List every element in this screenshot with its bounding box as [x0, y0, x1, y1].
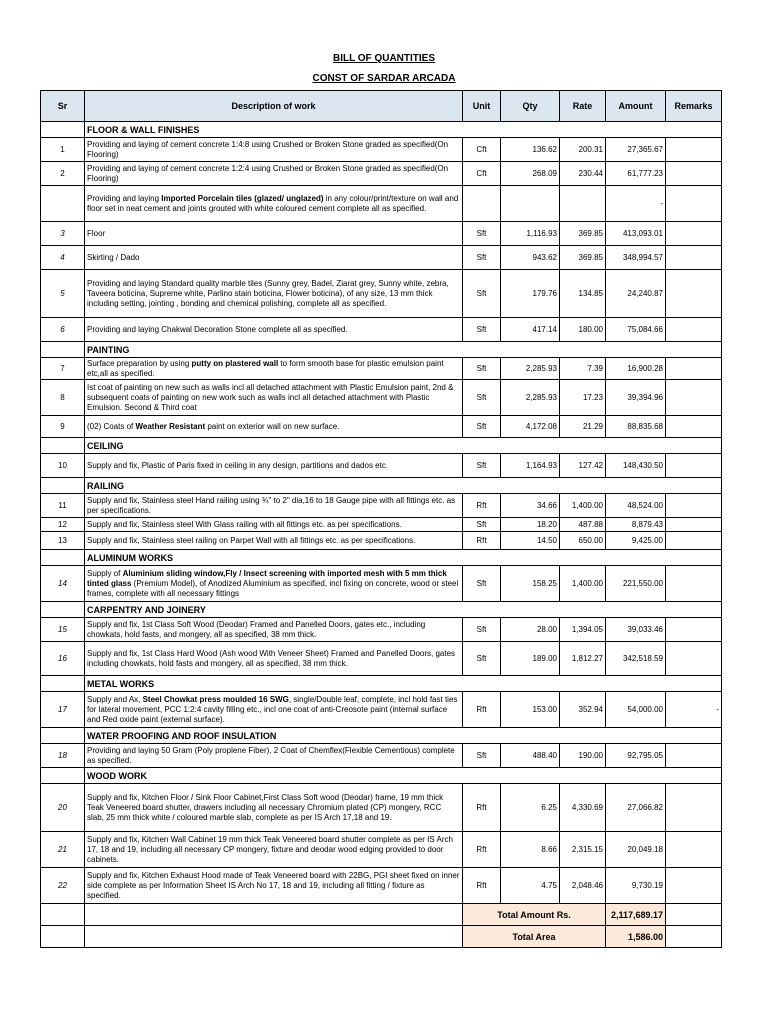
item-sr: 20	[41, 784, 85, 832]
item-description	[85, 642, 463, 676]
item-remarks	[666, 186, 722, 222]
item-description-text: Supply and fix, 1st Class Soft Wood (Deodar) Framed and Panelled Doors, gates etc., including chowkats, hold fasts, and mongery, all as specified, 38 mm thick.	[87, 619, 426, 639]
section-title: PAINTING	[85, 342, 722, 358]
item-description	[85, 246, 463, 270]
section-header-row	[41, 342, 722, 358]
item-description	[85, 380, 463, 416]
item-description	[85, 358, 463, 380]
item-qty: 18.20	[501, 518, 560, 532]
item-description	[85, 416, 463, 438]
section-sr-cell	[41, 342, 85, 358]
item-description-text: to form smooth base for plastic emulsion paint etc,all as specified.	[87, 358, 444, 378]
item-description	[85, 454, 463, 478]
item-sr: 12	[41, 518, 85, 532]
item-description	[85, 270, 463, 318]
item-sr: 5	[41, 270, 85, 318]
table-row	[41, 380, 722, 416]
item-amount: 221,550.00	[606, 566, 666, 602]
item-sr: 6	[41, 318, 85, 342]
item-remarks	[666, 566, 722, 602]
section-title: ALUMINUM WORKS	[85, 550, 722, 566]
item-rate: 369.85	[560, 246, 606, 270]
section-header-row	[41, 438, 722, 454]
item-description-text: Surface preparation by using	[87, 358, 192, 368]
item-description-text: Supply of	[87, 568, 123, 578]
item-remarks	[666, 868, 722, 904]
item-description-text: Providing and laying	[87, 193, 162, 203]
table-row	[41, 318, 722, 342]
item-description-text: , single/Double leaf, complete, incl hold fast ties for lateral movement, PCC 1:2:4 cavity filling etc., incl one coat of anti-Creosote paint (internal surface and Red oxide paint (external surface).	[87, 694, 458, 724]
item-unit: Rft	[463, 832, 501, 868]
item-qty: 488.40	[501, 744, 560, 768]
item-rate: 190.00	[560, 744, 606, 768]
item-sr: 18	[41, 744, 85, 768]
item-description-text: Providing and laying of cement concrete 1:2:4 using Crushed or Broken Stone graded as specified(On Flooring)	[87, 163, 449, 183]
item-amount: 342,518.59	[606, 642, 666, 676]
item-description	[85, 868, 463, 904]
item-remarks	[666, 318, 722, 342]
item-rate: 200.31	[560, 138, 606, 162]
item-sr: 4	[41, 246, 85, 270]
item-description-text: Skirting / Dado	[87, 252, 140, 262]
item-remarks	[666, 246, 722, 270]
item-remarks	[666, 784, 722, 832]
item-qty: 1,116.93	[501, 222, 560, 246]
item-sr: 2	[41, 162, 85, 186]
item-rate: 127.42	[560, 454, 606, 478]
table-row	[41, 222, 722, 246]
item-remarks: -	[666, 692, 722, 728]
item-sr: 1	[41, 138, 85, 162]
total-empty-desc	[85, 904, 463, 926]
item-unit: Sft	[463, 222, 501, 246]
item-amount: 48,524.00	[606, 494, 666, 518]
item-description	[85, 618, 463, 642]
table-row	[41, 518, 722, 532]
item-rate: 4,330.69	[560, 784, 606, 832]
item-remarks	[666, 532, 722, 550]
item-description-text: Providing and laying 50 Gram (Poly proplene Fiber), 2 Coat of Chemflex(Flexible Cementious) complete as specified.	[87, 745, 455, 765]
item-remarks	[666, 494, 722, 518]
item-unit: Rft	[463, 868, 501, 904]
item-unit: Sft	[463, 318, 501, 342]
section-sr-cell	[41, 478, 85, 494]
table-row	[41, 162, 722, 186]
item-description	[85, 518, 463, 532]
item-sr: 16	[41, 642, 85, 676]
item-rate: 369.85	[560, 222, 606, 246]
table-row	[41, 692, 722, 728]
item-remarks	[666, 358, 722, 380]
item-sr: 14	[41, 566, 85, 602]
table-row	[41, 358, 722, 380]
section-header-row	[41, 550, 722, 566]
item-remarks	[666, 832, 722, 868]
col-header-unit: Unit	[463, 91, 501, 122]
item-unit: Rft	[463, 532, 501, 550]
item-description	[85, 494, 463, 518]
item-description-text: Supply and Ax,	[87, 694, 143, 704]
section-title: FLOOR & WALL FINISHES	[85, 122, 722, 138]
col-header-description: Description of work	[85, 91, 463, 122]
item-amount: 8,879.43	[606, 518, 666, 532]
section-sr-cell	[41, 550, 85, 566]
item-rate: 650.00	[560, 532, 606, 550]
item-unit: Rft	[463, 692, 501, 728]
item-amount: 27,365.67	[606, 138, 666, 162]
item-remarks	[666, 380, 722, 416]
item-description	[85, 832, 463, 868]
section-title: RAILING	[85, 478, 722, 494]
item-qty: 8.66	[501, 832, 560, 868]
item-description-text: Supply and fix, Stainless steel Hand railing using ¾" to 2" dia,16 to 18 Gauge pipe with all fittings etc. as per specifications.	[87, 495, 456, 515]
item-description	[85, 532, 463, 550]
item-unit: Sft	[463, 358, 501, 380]
item-description-text: Providing and laying Chakwal Decoration Stone complete all as specified.	[87, 324, 348, 334]
item-amount: 9,425.00	[606, 532, 666, 550]
item-remarks	[666, 744, 722, 768]
item-sr: 7	[41, 358, 85, 380]
total-area-value: 1,586.00	[606, 926, 666, 948]
item-description	[85, 186, 463, 222]
item-qty: 14.50	[501, 532, 560, 550]
item-remarks	[666, 222, 722, 246]
area-empty-desc	[85, 926, 463, 948]
item-description-text: in any colour/print/texture on wall and floor set in neat cement and joints grouted with white coloured cement complete all as specified.	[87, 193, 459, 213]
item-unit: Cft	[463, 162, 501, 186]
table-row	[41, 416, 722, 438]
item-description-text: (02) Coats of	[87, 421, 136, 431]
item-qty: 28.00	[501, 618, 560, 642]
item-sr: 3	[41, 222, 85, 246]
item-description	[85, 744, 463, 768]
item-qty: 417.14	[501, 318, 560, 342]
table-row	[41, 270, 722, 318]
item-amount: 75,084.66	[606, 318, 666, 342]
item-unit: Sft	[463, 454, 501, 478]
item-qty: 4,172.08	[501, 416, 560, 438]
item-amount: 20,049.18	[606, 832, 666, 868]
item-amount: 16,900.28	[606, 358, 666, 380]
section-header-row	[41, 676, 722, 692]
item-rate	[560, 186, 606, 222]
item-qty: 1,164.93	[501, 454, 560, 478]
table-row	[41, 642, 722, 676]
item-unit: Sft	[463, 566, 501, 602]
item-rate: 180.00	[560, 318, 606, 342]
boq-table	[40, 90, 722, 948]
section-sr-cell	[41, 602, 85, 618]
item-rate: 1,400.00	[560, 494, 606, 518]
item-amount: 148,430.50	[606, 454, 666, 478]
item-description-text: Supply and fix, Kitchen Floor / Sink Floor Cabinet,First Class Soft wood (Deodar) frame, 19 mm thick Teak Veneered board shutter, drawers including all necessary Chromium plated (CP) mongery, RCC slab, 25 mm thick white / coloured marble slab, complete as per IS Arch 17,18 and 19.	[87, 792, 444, 822]
col-header-amount: Amount	[606, 91, 666, 122]
item-unit: Sft	[463, 642, 501, 676]
item-rate: 2,315.15	[560, 832, 606, 868]
item-qty: 189.00	[501, 642, 560, 676]
section-title: METAL WORKS	[85, 676, 722, 692]
item-amount: 39,394.96	[606, 380, 666, 416]
item-rate: 230.44	[560, 162, 606, 186]
item-rate: 1,812.27	[560, 642, 606, 676]
table-row	[41, 618, 722, 642]
section-sr-cell	[41, 122, 85, 138]
item-rate: 1,400.00	[560, 566, 606, 602]
item-description-text: Providing and laying of cement concrete 1:4:8 using Crushed or Broken Stone graded as specified(On Flooring)	[87, 139, 449, 159]
item-amount: 54,000.00	[606, 692, 666, 728]
item-sr: 9	[41, 416, 85, 438]
item-sr: 11	[41, 494, 85, 518]
item-description	[85, 566, 463, 602]
section-header-row	[41, 122, 722, 138]
item-description	[85, 222, 463, 246]
item-qty: 158.25	[501, 566, 560, 602]
item-qty: 6.25	[501, 784, 560, 832]
item-rate: 2,048.46	[560, 868, 606, 904]
item-amount: 39,033.46	[606, 618, 666, 642]
item-description-text: Providing and laying Standard quality marble tiles (Sunny grey, Badel, Ziarat grey, Sunny white, zebra, Taveera boticina, Supreme white, Parlino stain boticina, Flower boticina), of any size, 13 mm thick including setting, jointing , bonding and chemical polishing, complete all as specified.	[87, 278, 449, 308]
section-header-row	[41, 768, 722, 784]
item-qty: 179.76	[501, 270, 560, 318]
item-unit: Cft	[463, 138, 501, 162]
item-qty: 136.62	[501, 138, 560, 162]
section-header-row	[41, 728, 722, 744]
item-qty	[501, 186, 560, 222]
item-rate: 134.85	[560, 270, 606, 318]
item-unit: Sft	[463, 618, 501, 642]
item-qty: 2,285.93	[501, 358, 560, 380]
item-description-text: Ist coat of painting on new such as walls incl all detached attachment with Plastic Emulsion paint, 2nd & subsequent coats of painting on new work such as walls incl all detached attachment with Plastic Emulsion. Second & Third coat	[87, 382, 454, 412]
item-unit: Sft	[463, 518, 501, 532]
item-unit: Sft	[463, 246, 501, 270]
col-header-sr: Sr	[41, 91, 85, 122]
total-amount-label: Total Amount Rs.	[463, 904, 606, 926]
item-description-text: Supply and fix, Kitchen Wall Cabinet 19 mm thick Teak Veneered board shutter complete as per IS Arch 17, 18 and 19, including all necessary CP mongery, fixture and deodar wood edging provided to door cabinets.	[87, 834, 453, 864]
table-row	[41, 454, 722, 478]
total-empty-remarks	[666, 904, 722, 926]
section-title: WOOD WORK	[85, 768, 722, 784]
section-header-row	[41, 602, 722, 618]
item-sr: 8	[41, 380, 85, 416]
item-description-text: Floor	[87, 228, 106, 238]
item-description-text: Supply and fix, Stainless steel With Glass railing with all fittings etc. as per specifications.	[87, 519, 402, 529]
item-amount: 9,730.19	[606, 868, 666, 904]
item-remarks	[666, 138, 722, 162]
total-area-label: Total Area	[463, 926, 606, 948]
item-remarks	[666, 618, 722, 642]
section-sr-cell	[41, 438, 85, 454]
item-qty: 268.09	[501, 162, 560, 186]
area-empty-remarks	[666, 926, 722, 948]
item-description-text: Supply and fix, 1st Class Hard Wood (Ash wood With Veneer Sheet) Framed and Panelled Doors, gates including chowkats, hold fasts and mongery, all as specified, 38 mm thick.	[87, 648, 456, 668]
item-amount: 61,777.23	[606, 162, 666, 186]
item-description-bold: Aluminium sliding window,Fly / Insect screening with imported mesh with 5 mm thick tinted glass	[87, 568, 447, 588]
item-unit	[463, 186, 501, 222]
item-unit: Rft	[463, 494, 501, 518]
item-sr: 17	[41, 692, 85, 728]
item-amount: 24,240.87	[606, 270, 666, 318]
item-remarks	[666, 416, 722, 438]
item-remarks	[666, 162, 722, 186]
item-unit: Sft	[463, 416, 501, 438]
item-description	[85, 138, 463, 162]
item-sr: 15	[41, 618, 85, 642]
document-title: BILL OF QUANTITIES	[332, 53, 436, 64]
table-body	[41, 122, 722, 904]
item-amount: 413,093.01	[606, 222, 666, 246]
item-remarks	[666, 642, 722, 676]
item-description-text: Supply and fix, Kitchen Exhaust Hood made of Teak Veneered board with 22BG, PGI sheet fixed on inner side complete as per Information Sheet IS Arch No 17, 18 and 19, including all fitting / fixture as specified.	[87, 870, 460, 900]
item-remarks	[666, 270, 722, 318]
item-rate: 352.94	[560, 692, 606, 728]
document-subtitle: CONST OF SARDAR ARCADA	[312, 73, 456, 84]
item-description-bold: putty on plastered wall	[191, 358, 279, 368]
item-rate: 1,394.05	[560, 618, 606, 642]
item-qty: 153.00	[501, 692, 560, 728]
item-remarks	[666, 454, 722, 478]
item-description-text: paint on exterior wall on new surface.	[205, 421, 340, 431]
section-sr-cell	[41, 676, 85, 692]
item-description-bold: Steel Chowkat press moulded 16 SWG	[142, 694, 289, 704]
table-row	[41, 186, 722, 222]
item-sr: 13	[41, 532, 85, 550]
table-row	[41, 868, 722, 904]
item-sr: 22	[41, 868, 85, 904]
item-remarks	[666, 518, 722, 532]
item-sr: 10	[41, 454, 85, 478]
total-empty-sr	[41, 904, 85, 926]
item-description-text: Supply and fix, Stainless steel railing on Parpet Wall with all fittings etc. as per specifications.	[87, 535, 416, 545]
item-amount: 348,994.57	[606, 246, 666, 270]
item-sr	[41, 186, 85, 222]
table-row	[41, 784, 722, 832]
item-sr: 21	[41, 832, 85, 868]
col-header-remarks: Remarks	[666, 91, 722, 122]
item-unit: Sft	[463, 380, 501, 416]
table-row	[41, 494, 722, 518]
section-sr-cell	[41, 768, 85, 784]
section-title: CEILING	[85, 438, 722, 454]
item-unit: Rft	[463, 784, 501, 832]
item-rate: 7.39	[560, 358, 606, 380]
item-description	[85, 784, 463, 832]
item-unit: Sft	[463, 270, 501, 318]
section-header-row	[41, 478, 722, 494]
col-header-rate: Rate	[560, 91, 606, 122]
item-amount: 92,795.05	[606, 744, 666, 768]
total-amount-value: 2,117,689.17	[606, 904, 666, 926]
item-rate: 17.23	[560, 380, 606, 416]
table-row	[41, 246, 722, 270]
item-amount: 27,066.82	[606, 784, 666, 832]
item-amount: 88,835.68	[606, 416, 666, 438]
table-row	[41, 832, 722, 868]
section-title: WATER PROOFING AND ROOF INSULATION	[85, 728, 722, 744]
item-amount: -	[606, 186, 666, 222]
item-rate: 487.88	[560, 518, 606, 532]
total-amount-row	[41, 904, 722, 926]
item-qty: 34.66	[501, 494, 560, 518]
table-header-row	[41, 91, 722, 122]
item-description-bold: Weather Resistant	[135, 421, 206, 431]
col-header-qty: Qty	[501, 91, 560, 122]
item-rate: 21.29	[560, 416, 606, 438]
item-description	[85, 162, 463, 186]
table-row	[41, 744, 722, 768]
item-qty: 943.62	[501, 246, 560, 270]
item-unit: Sft	[463, 744, 501, 768]
item-qty: 2,285.93	[501, 380, 560, 416]
table-row	[41, 138, 722, 162]
item-description	[85, 318, 463, 342]
section-title: CARPENTRY AND JOINERY	[85, 602, 722, 618]
table-row	[41, 566, 722, 602]
item-description-bold: Imported Porcelain tiles (glazed/ unglazed)	[161, 193, 324, 203]
item-qty: 4.75	[501, 868, 560, 904]
table-row	[41, 532, 722, 550]
item-description	[85, 692, 463, 728]
area-empty-sr	[41, 926, 85, 948]
section-sr-cell	[41, 728, 85, 744]
item-description-text: Supply and fix, Plastic of Paris fixed in ceiling in any design, partitions and dados etc.	[87, 460, 389, 470]
total-area-row	[41, 926, 722, 948]
item-description-text: (Premium Model), of Anodized Aluminium as specified, incl fixing on concrete, wood or steel frames, complete with all necessary fittings	[87, 578, 459, 598]
